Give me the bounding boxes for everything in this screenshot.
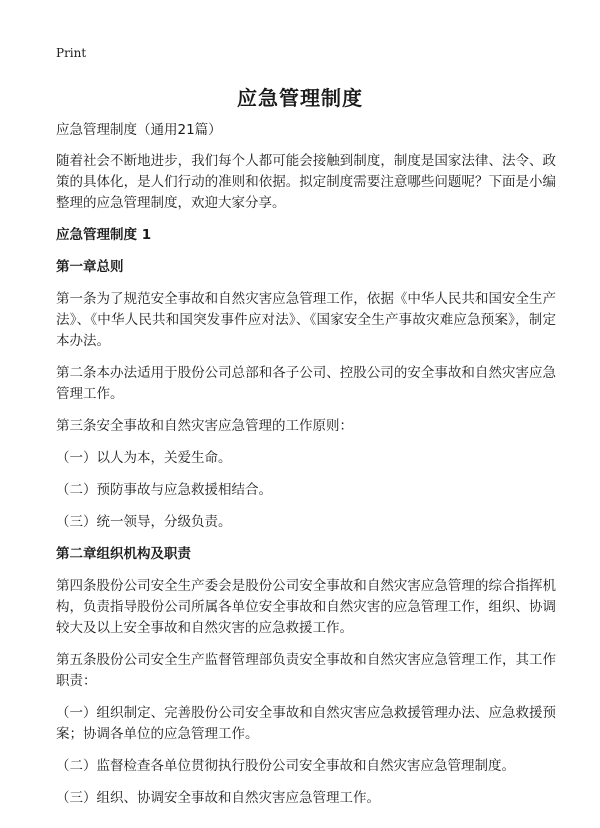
article-3: 第三条安全事故和自然灾害应急管理的工作原则： — [56, 418, 353, 434]
article-1: 第一条为了规范安全事故和自然灾害应急管理工作，依据《中华人民共和国安全生产法》、《中华人民共和国突发事件应对法》、《国家安全生产事故灾难应急预案》，制定本办法。 — [56, 291, 556, 349]
document-title: 应急管理制度 — [237, 86, 363, 110]
document-subtitle: 应急管理制度（通用21篇） — [56, 122, 222, 138]
article-4: 第四条股份公司安全生产委会是股份公司安全事故和自然灾害应急管理的综合指挥机构，负责指导股份公司所属各单位安全事故和自然灾害的应急管理工作，组织、协调较大及以上安全事故和自然灾害的应急救援工作。 — [56, 578, 556, 636]
duty-item: （一）组织制定、完善股份公司安全事故和自然灾害应急救援管理办法、应急救援预案；协调各单位的应急管理工作。 — [56, 705, 556, 742]
section-heading: 应急管理制度 1 — [56, 227, 152, 243]
duty-item: （三）组织、协调安全事故和自然灾害应急管理工作。 — [56, 790, 380, 806]
article-2: 第二条本办法适用于股份公司总部和各子公司、控股公司的安全事故和自然灾害应急管理工作。 — [56, 365, 556, 402]
principle-item: （三）统一领导，分级负责。 — [56, 514, 232, 530]
principle-item: （二）预防事故与应急救援相结合。 — [56, 482, 272, 498]
chapter-2-heading: 第二章组织机构及职责 — [56, 546, 191, 562]
print-link[interactable]: Print — [56, 46, 87, 60]
document-body — [56, 120, 556, 820]
principle-item: （一）以人为本，关爱生命。 — [56, 450, 232, 466]
article-5: 第五条股份公司安全生产监督管理部负责安全事故和自然灾害应急管理工作，其工作职责： — [56, 652, 556, 689]
chapter-1-heading: 第一章总则 — [56, 259, 124, 275]
intro-paragraph: 随着社会不断地进步，我们每个人都可能会接触到制度，制度是国家法律、法令、政策的具体化，是人们行动的准则和依据。拟定制度需要注意哪些问题呢？下面是小编整理的应急管理制度，欢迎大家分享。 — [56, 153, 556, 211]
duty-item: （二）监督检查各单位贯彻执行股份公司安全事故和自然灾害应急管理制度。 — [56, 758, 515, 774]
